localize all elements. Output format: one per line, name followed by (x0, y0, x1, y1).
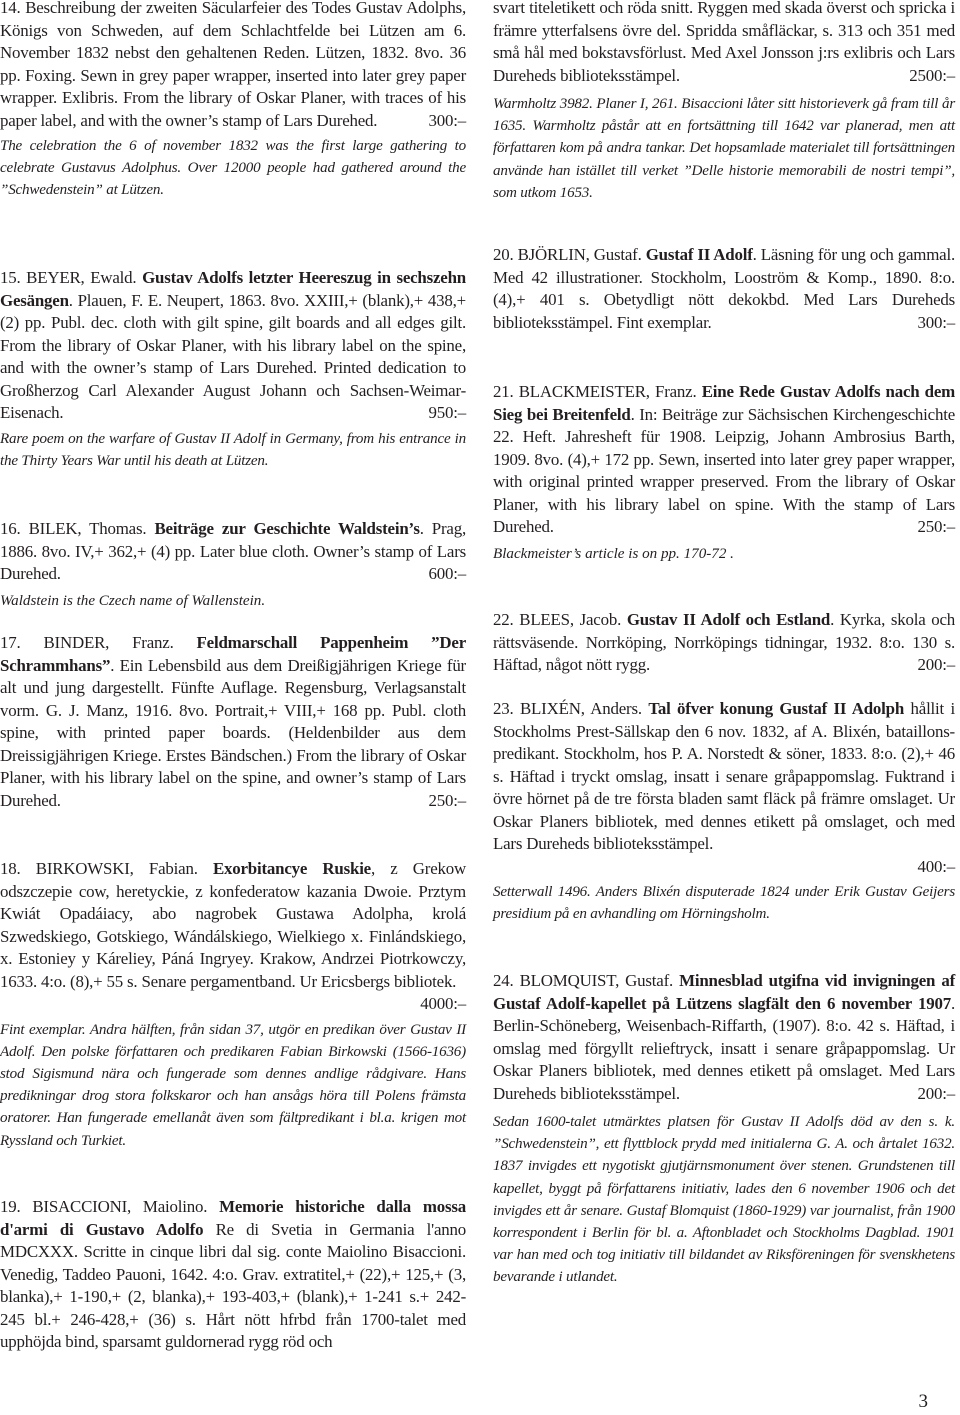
entry-price-line (493, 856, 955, 879)
entry-description (493, 970, 955, 1105)
entry-price: 600:– (428, 564, 466, 583)
entry-text: . Berlin-Schöneberg, Weisenbach-Riffarth, (1907). 8:o. 42 s. Häftad, i omslag med förgyllt relieftryck, insatt i senare gråpappomslag. Ur Oskar Planers bibliotek, med dennes etikett på omslaget. Med Lars Dureheds biblioteksstämpel. (493, 993, 955, 1103)
entry-text: . Plauen, F. E. Neupert, 1863. 8vo. XXIII,+ (blank),+ 438,+ (2) pp. Publ. dec. cloth with gilt spine, gilt boards and all edges gilt. From the library of Oskar Planer, with his library label on the spine, and with the owner’s stamp of Lars Durehed. Printed dedication to Großherzog Carl Alexander August Johann och Sachsen-Weimar-Eisenach. (0, 290, 466, 422)
entry-title: Gustaf II Adolf (645, 245, 753, 264)
entry-note: Fint exemplar. Andra hälften, från sidan 37, utgör en predikan över Gustav II Adolf. Den polske författaren och predikaren Fabian Birkowski (1566-1636) stod Sigismund nära och fungerade som dennes andlige rådgivare. Hans predikningar drog stora folkskaror och han ansågs höra till Polens främsta oratorer. Han fungerade emellanåt även som fältpredikant i bl.a. krigen mot Ryssland och Turkiet. (0, 1021, 466, 1149)
entry-description (0, 1196, 466, 1354)
entry-text: . Kyrka, skola och rättsväsende. Norrköping, Norrköpings tidningar, 1932. 8:o. 130 s. Häftad, något nött rygg. (493, 610, 956, 674)
entry-title: Exorbitancye Ruskie (212, 859, 371, 878)
entry-number-author: 22. BLEES, Jacob. (493, 610, 627, 629)
entry-note: Setterwall 1496. Anders Blixén disputerade 1824 under Erik Gustav Geijers presidium på en avhandling om Hörningsholm. (493, 884, 955, 923)
catalog-entry-16 (0, 518, 466, 611)
entry-price: 200:– (917, 1083, 955, 1103)
entry-text: . In: Beiträge zur Sächsischen Kirchengeschichte 22. Heft. Jahresheft für 1908. Leipzig, Johann Ambrosius Barth, 1909. 8vo. (4),+ 172 pp. Sewn, inserted into later grey paper wrapper, with original printed wrapper preserved. From the library of Oskar Planer, with his library label on spine. With the stamp of Lars Durehed. (493, 404, 955, 536)
catalog-entry-19-continued (493, 0, 955, 204)
entry-title: Minnesblad utgifna vid invigningen af Gustaf Adolf-kapellet på Lützens slagfält den 6 november 1907 (493, 971, 955, 1013)
entry-number-author: 23. BLIXÉN, Anders. (493, 699, 649, 718)
entry-title: Eine Rede Gustav Adolfs nach dem Sieg bei Breitenfeld (493, 382, 955, 424)
entry-description (0, 518, 466, 586)
entry-price: 950:– (428, 403, 466, 422)
entry-title: Gustav Adolfs letzter Heereszug in sechszehn Gesängen (0, 268, 466, 310)
entry-text: 14. Beschreibung der zweiten Säcularfeier des Todes Gustav Adolphs, Königs von Schweden, auf dem Schlachtfelde bei Lützen am 6. November 1832 nebst den gehaltenen Reden. Lützen, 1832. 8vo. 36 pp. Foxing. Sewn in grey paper wrapper, inserted into later grey paper wrapper. Exlibris. From the library of Oskar Planer, with traces of his paper label, and with the owner’s stamp of Lars Durehed. (0, 0, 466, 130)
catalog-entry-17 (0, 632, 466, 812)
entry-price: 250:– (428, 790, 466, 810)
entry-description (0, 267, 466, 425)
entry-description (0, 632, 466, 812)
entry-text: Re di Svetia in Germania l'anno MDCXXX. Scritte in cinque libri dal sig. conte Maiolino Bisaccioni. Venedig, Taddeo Pauoni, 1642. 4:o. Grav. extratitel,+ (22),+ 125,+ (3, blanka),+ 1-190,+ (2, blanka),+ 193-403,+ (blank),+ 1-241 s.+ 242-245 bl.+ 246-428,+ (36) s. Hårt nött hfrbd från 1700-talet med upphöjda bind, sparsamt guldornerad rygg röd och (0, 1219, 466, 1351)
entry-price: 300:– (428, 110, 466, 130)
entry-title: Gustav II Adolf och Estland (626, 610, 831, 629)
entry-price: 250:– (917, 517, 955, 536)
entry-price: 2500:– (909, 65, 955, 85)
entry-description (0, 0, 466, 132)
entry-number-author: 15. BEYER, Ewald. (0, 268, 143, 287)
entry-description (493, 381, 955, 539)
entry-title: Tal öfver konung Gustaf II Adolph (648, 699, 905, 718)
entry-price: 400:– (917, 856, 955, 876)
entry-text: hållit i Stockholms Prest-Sällskap den 6 nov. 1832, af A. Blixén, bataillons-predikant. Stockholm, hos P. A. Norstedt & söner, 1833. 8:o. (2),+ 46 s. Häftad i tryckt omslag, insatt i senare gråpappomslag. Fuktrand i övre hörnet på de tre första bladen samt fläck på främre omslaget. Ur Oskar Planers bibliotek, med dennes etikett på omslaget, och med Lars Dureheds biblioteksstämpel. (493, 699, 955, 853)
entry-description (493, 609, 955, 677)
entry-number-author: 18. BIRKOWSKI, Fabian. (0, 859, 213, 878)
catalog-entry-15 (0, 267, 466, 472)
catalog-entry-23 (493, 698, 955, 925)
page-number: 3 (918, 1391, 928, 1412)
entry-note: The celebration the 6 of november 1832 was the first large gathering to celebrate Gustavus Adolphus. Over 12000 people had gathered around the ”Schwedenstein” at Lützen. (0, 138, 466, 199)
entry-number-author: 19. BISACCIONI, Maiolino. (0, 1197, 220, 1216)
entry-title: Feldmarschall Pappenheim ”Der Schrammhans” (0, 633, 466, 675)
entry-price: 200:– (917, 655, 955, 674)
entry-description (493, 0, 955, 87)
entry-note: Rare poem on the warfare of Gustav II Adolf in Germany, from his entrance in the Thirty Years War until his death at Lützen. (0, 430, 466, 469)
catalog-entry-24 (493, 970, 955, 1289)
catalog-entry-19 (0, 1196, 466, 1354)
entry-number-author: 17. BINDER, Franz. (0, 633, 197, 652)
entry-title: Memorie historiche dalla mossa d'armi di Gustavo Adolfo (0, 1197, 466, 1239)
entry-number-author: 16. BILEK, Thomas. (0, 519, 155, 538)
entry-description (493, 244, 955, 334)
entry-note: Blackmeister’s article is on pp. 170-72 . (493, 545, 734, 562)
entry-text: . Ein Lebensbild aus dem Dreißigjährigen Kriege für alt und jung dargestellt. Fünfte Auflage. Regensburg, Verlagsanstalt vorm. G. J. Manz, 1916. 8vo. Portrait,+ VIII,+ 168 pp. Publ. cloth spine, with printed paper boards. (Heldenbilder aus dem Dreissigjährigen Kriege. Erstes Bändschen.) From the library of Oskar Planer, with his library label on the spine, and owner’s stamp of Lars Durehed. (0, 655, 466, 810)
entry-note: Warmholtz 3982. Planer I, 261. Bisaccioni låter sitt historieverk gå fram till år 1635. Warmholtz påstår att en fortsättning till 1642 var planerad, men att författaren kom på andra tankar. Det hopsamlade materialet till fortsättningen använde han istället till verket ”Delle historie memorabili de nostri tempi”, som utkom 1653. (493, 96, 955, 201)
catalog-entry-21 (493, 381, 955, 564)
catalog-entry-20 (493, 244, 955, 334)
entry-number-author: 21. BLACKMEISTER, Franz. (493, 382, 702, 401)
entry-text: , z Grekow odszczepie cow, heretyckie, z konfederatow kazania Dwoie. Prztym Kwiát Opadáiacy, abo nagrobek Gustawa Adolpha, krolá Szwedskiego, Gotskiego, Wándálskiego, Wielkiego x. Finlándskiego, x. Estoniey y Káreliey, Páná Ingryey. Krakow, Andrzei Piotrkowczy, 1633. 4:o. (8),+ 55 s. Senare pergamentband. Ur Ericsbergs bibliotek. (0, 859, 466, 991)
catalog-entry-14 (0, 0, 466, 202)
catalog-entry-18 (0, 858, 466, 1152)
entry-title: Beiträge zur Geschichte Waldstein’s (154, 519, 420, 538)
entry-note: Sedan 1600-talet utmärktes platsen för Gustav II Adolfs död av den s. k. ”Schwedenstein”, ett flyttblock prydd med initialerna G. A. och årtalet 1632. 1837 invigdes ett nygotiskt gjutjärnsmonument över stenen. Grundstenen till kapellet, byggt på författarens initiativ, lades den 6 november 1906 och det invigdes ett år senare. Gustaf Blomquist (1860-1929) var journalist, från 1900 korrespondent i Berlin för bl. a. Aftonbladet och Stockholms Dagblad. 1901 var han med och tog initiativ till bildandet av Riksföreningen för svenskhetens bevarande i utlandet. (493, 1114, 955, 1286)
entry-number-author: 24. BLOMQUIST, Gustaf. (493, 971, 680, 990)
catalog-entry-22 (493, 609, 955, 677)
entry-description (493, 698, 955, 856)
entry-note: Waldstein is the Czech name of Wallenstein. (0, 592, 266, 609)
entry-price-line (0, 993, 466, 1016)
entry-text: svart titeletikett och röda snitt. Ryggen med skada överst och spricka i främre ytterfalsens övre del. Spridda småfläckar, s. 313 och 351 med små hål med bokstavsförlust. Med Axel Jonsson j:rs exlibris och Lars Dureheds biblioteksstämpel. (493, 0, 955, 85)
entry-description (0, 858, 466, 993)
entry-text: . Läsning för ung och gammal. Med 42 illustrationer. Stockholm, Looström & Komp., 1890. 8:o. (4),+ 401 s. Obetydligt nött dekokbd. Med Lars Dureheds biblioteksstämpel. Fint exemplar. (493, 245, 955, 332)
entry-text: . Prag, 1886. 8vo. IV,+ 362,+ (4) pp. Later blue cloth. Owner’s stamp of Lars Durehed. (0, 519, 466, 583)
entry-number-author: 20. BJÖRLIN, Gustaf. (493, 245, 646, 264)
entry-price: 300:– (917, 312, 955, 332)
entry-price: 4000:– (420, 994, 466, 1013)
